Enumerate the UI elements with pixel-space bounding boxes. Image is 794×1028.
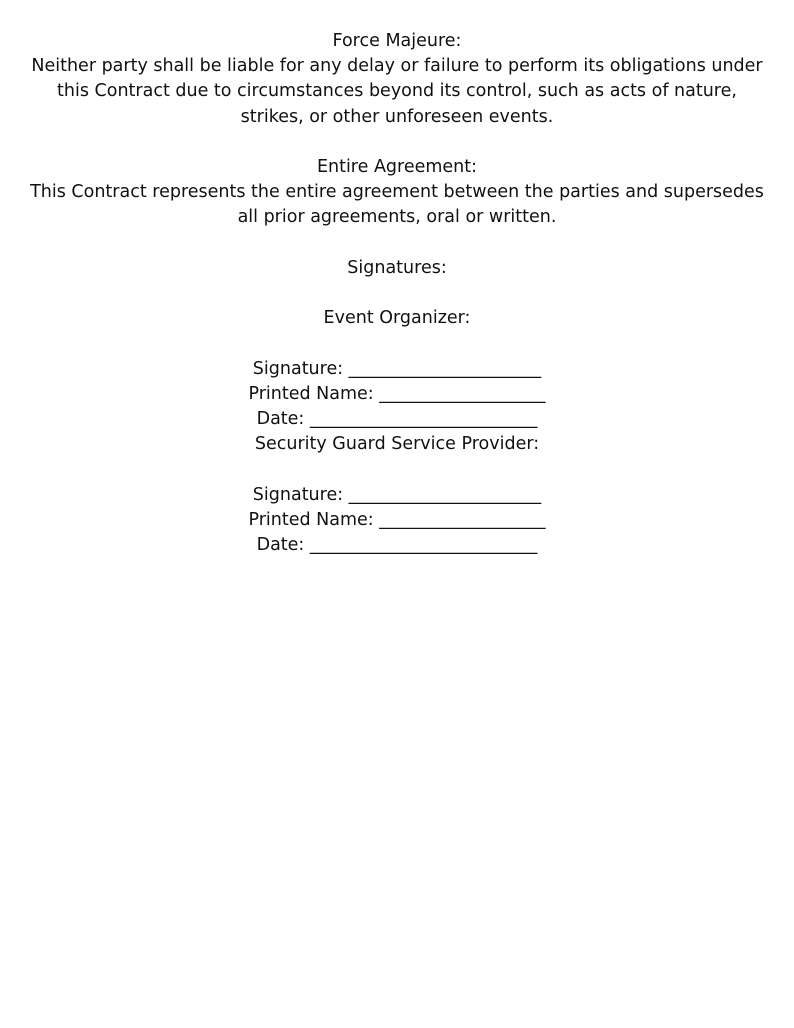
provider-signature-line: Signature: ______________________: [252, 484, 542, 505]
provider-printed-name-line: Printed Name: ___________________: [248, 509, 546, 530]
force-majeure-heading: Force Majeure:: [332, 31, 462, 51]
provider-date-line: Date: __________________________: [256, 534, 538, 555]
organizer-date-line: Date: __________________________: [256, 408, 538, 429]
spacer: [0, 281, 794, 306]
force-majeure-text-line-1: Neither party shall be liable for any delay or failure to perform its obligations under: [31, 56, 763, 77]
spacer: [0, 130, 794, 155]
spacer: [0, 231, 794, 256]
organizer-printed-name-line: Printed Name: ___________________: [248, 383, 546, 404]
spacer: [0, 331, 794, 356]
entire-agreement-text-line-2: all prior agreements, oral or written.: [237, 207, 557, 228]
signatures-heading: Signatures:: [347, 257, 447, 278]
document-page: [0, 29, 794, 558]
organizer-signature-line: Signature: ______________________: [252, 358, 542, 379]
force-majeure-text-line-3: strikes, or other unforeseen events.: [240, 106, 554, 127]
provider-heading: Security Guard Service Provider:: [254, 434, 540, 455]
spacer: [0, 457, 794, 482]
force-majeure-text-line-2: this Contract due to circumstances beyond its control, such as acts of nature,: [57, 81, 737, 102]
entire-agreement-text-line-1: This Contract represents the entire agreement between the parties and supersedes: [30, 182, 764, 203]
organizer-heading: Event Organizer:: [323, 308, 471, 329]
entire-agreement-heading: Entire Agreement:: [316, 157, 478, 177]
